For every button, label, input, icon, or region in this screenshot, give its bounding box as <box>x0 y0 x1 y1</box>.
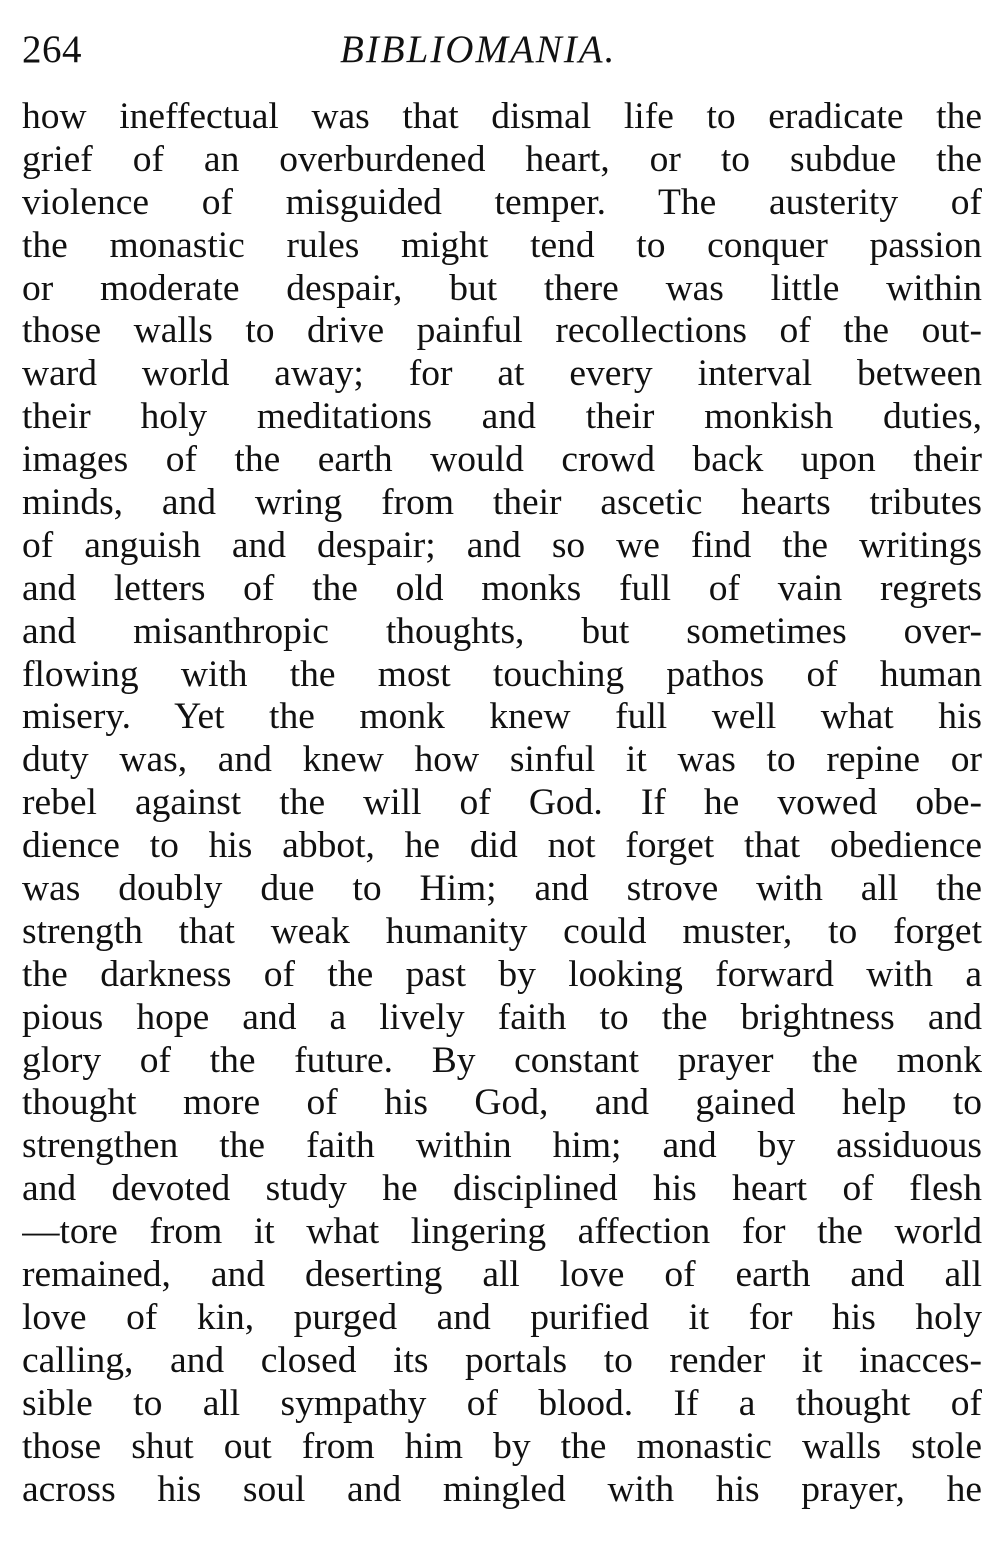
text-line: pious hope and a lively faith to the brightness and <box>22 996 982 1038</box>
text-line: the monastic rules might tend to conquer passion <box>22 224 982 266</box>
text-line: misery. Yet the monk knew full well what his <box>22 696 982 738</box>
text-line: of anguish and despair; and so we find the writings <box>22 524 982 566</box>
text-line: strength that weak humanity could muster, to forget <box>22 910 982 952</box>
body-text <box>22 96 982 1511</box>
text-line: ward world away; for at every interval between <box>22 353 982 395</box>
text-line: and letters of the old monks full of vain regrets <box>22 567 982 609</box>
text-line: those shut out from him by the monastic walls stole <box>22 1425 982 1467</box>
text-line: thought more of his God, and gained help to <box>22 1082 982 1124</box>
text-line: or moderate despair, but there was little within <box>22 267 982 309</box>
text-line: how ineffectual was that dismal life to eradicate the <box>22 96 982 137</box>
text-line: violence of misguided temper. The austerity of <box>22 181 982 223</box>
running-title: BIBLIOMANIA. <box>340 28 617 71</box>
text-line: images of the earth would crowd back upon their <box>22 439 982 481</box>
text-line: dience to his abbot, he did not forget that obedience <box>22 825 982 867</box>
text-line: their holy meditations and their monkish duties, <box>22 396 982 438</box>
text-line: sible to all sympathy of blood. If a thought of <box>22 1382 982 1424</box>
text-line: was doubly due to Him; and strove with all the <box>22 868 982 910</box>
text-line: the darkness of the past by looking forward with a <box>22 953 982 995</box>
text-line: those walls to drive painful recollections of the out- <box>22 310 982 352</box>
text-line: and misanthropic thoughts, but sometimes over- <box>22 610 982 652</box>
text-line: remained, and deserting all love of earth and all <box>22 1254 982 1296</box>
text-line: flowing with the most touching pathos of human <box>22 653 982 695</box>
text-line: love of kin, purged and purified it for his holy <box>22 1296 982 1338</box>
text-line: glory of the future. By constant prayer the monk <box>22 1039 982 1081</box>
running-head <box>22 22 982 78</box>
text-line: duty was, and knew how sinful it was to repine or <box>22 739 982 781</box>
text-line: —tore from it what lingering affection for the world <box>22 1211 982 1253</box>
text-line: minds, and wring from their ascetic hearts tributes <box>22 482 982 524</box>
text-line: calling, and closed its portals to render it inacces- <box>22 1339 982 1381</box>
text-line: strengthen the faith within him; and by assiduous <box>22 1125 982 1167</box>
text-line: grief of an overburdened heart, or to subdue the <box>22 138 982 180</box>
page-number: 264 <box>22 28 82 71</box>
text-line: and devoted study he disciplined his heart of flesh <box>22 1168 982 1210</box>
text-line: rebel against the will of God. If he vowed obe- <box>22 782 982 824</box>
text-line: across his soul and mingled with his prayer, he <box>22 1468 982 1510</box>
